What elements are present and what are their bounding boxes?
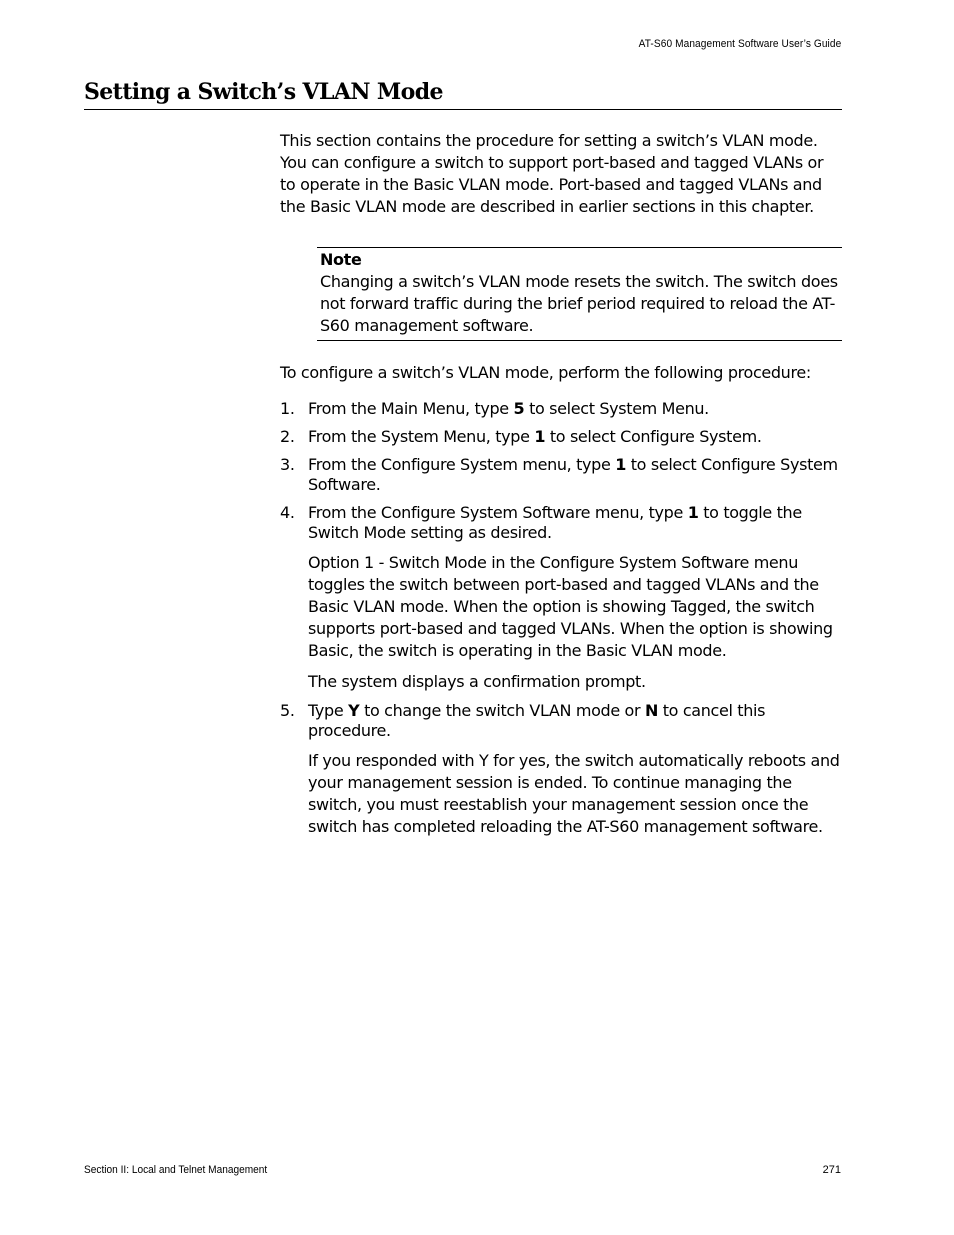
step-item xyxy=(280,455,842,495)
step-text: From the Configure System menu, type xyxy=(308,455,616,474)
step-body xyxy=(308,701,842,838)
step-number: 4. xyxy=(280,503,295,522)
procedure-lead: To configure a switch’s VLAN mode, perform the following procedure: xyxy=(280,363,811,382)
step-key: N xyxy=(644,701,658,720)
step-key: 5 xyxy=(513,399,525,418)
step-number: 2. xyxy=(280,427,295,446)
running-header: AT-S60 Management Software User’s Guide xyxy=(638,38,841,50)
step-body xyxy=(308,455,842,495)
step-text: to select Configure System. xyxy=(545,427,762,446)
step-body xyxy=(308,503,842,693)
page-number: 271 xyxy=(822,1164,841,1176)
step-number: 3. xyxy=(280,455,295,474)
step-item xyxy=(280,503,842,693)
procedure-steps xyxy=(280,399,842,838)
step-text: From the Configure System Software menu, type xyxy=(308,503,688,522)
step-text: Type xyxy=(308,701,349,720)
step-text: to select Configure System Software. xyxy=(308,455,838,494)
step-item xyxy=(280,427,842,447)
step-key: 1 xyxy=(615,455,627,474)
step-text: to change the switch VLAN mode or xyxy=(359,701,645,720)
step-key: 1 xyxy=(687,503,699,522)
step-key: Y xyxy=(348,701,360,720)
intro-paragraph: This section contains the procedure for setting a switch’s VLAN mode. You can configure a switch to support port-based and tagged VLANs or to operate in the Basic VLAN mode. Port-based and tagged VLANs and the Basic VLAN mode are described in earlier sections in this chapter. xyxy=(280,131,824,216)
step-text: From the System Menu, type xyxy=(308,427,535,446)
note-text: Changing a switch’s VLAN mode resets the switch. The switch does not forward traffic during the brief period required to reload the AT-S60 management software. xyxy=(320,272,838,335)
note-label: Note xyxy=(320,250,362,269)
step-text: From the Main Menu, type xyxy=(308,399,514,418)
title-rule xyxy=(84,109,842,110)
step-text: to cancel this procedure. xyxy=(308,701,766,740)
body-content xyxy=(280,130,842,846)
note-box xyxy=(317,247,842,341)
section-title: Setting a Switch’s VLAN Mode xyxy=(84,79,443,105)
step-detail: Option 1 - Switch Mode in the Configure System Software menu toggles the switch between port-based and tagged VLANs and the Basic VLAN mode. When the option is showing Tagged, the switch supports port-based and tagged VLANs. When the option is showing Basic, the switch is operating in the Basic VLAN mode. xyxy=(308,553,833,660)
step-number: 1. xyxy=(280,399,295,418)
step-item xyxy=(280,399,842,419)
footer-section: Section II: Local and Telnet Management xyxy=(84,1164,268,1176)
step-body xyxy=(308,399,842,419)
step-number: 5. xyxy=(280,701,295,720)
step-item xyxy=(280,701,842,838)
step-text: to toggle the Switch Mode setting as desired. xyxy=(308,503,802,542)
step-detail: If you responded with Y for yes, the switch automatically reboots and your management session is ended. To continue managing the switch, you must reestablish your management session once the switch has completed reloading the AT-S60 management software. xyxy=(308,751,840,836)
step-key: 1 xyxy=(534,427,546,446)
step-body xyxy=(308,427,842,447)
step-detail: The system displays a confirmation prompt. xyxy=(308,672,646,691)
step-text: to select System Menu. xyxy=(524,399,709,418)
